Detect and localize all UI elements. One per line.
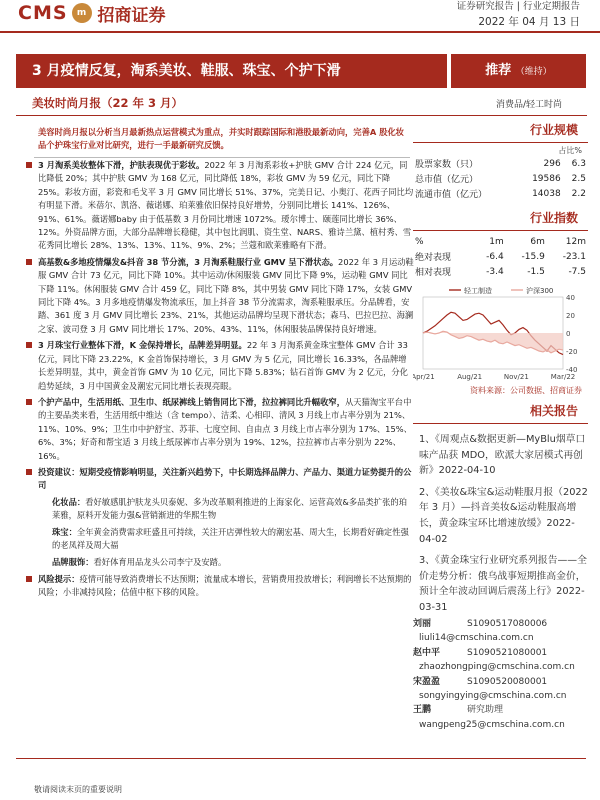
report-meta [457,0,580,29]
paragraph-lead: 风险提示： [38,573,80,584]
perf-value: -1.5 [527,266,545,277]
scale-row [413,186,588,201]
perf-value: -3.4 [486,266,504,277]
analyst-email[interactable]: liuli14@cmschina.com.cn [419,633,534,644]
paragraph-text: 22 年 3 月淘系黄金珠宝整体 GMV 合计 33 亿元，同比下降 23.22%，K 金首饰保持增长，3 月 GMV 为 5 亿元，同比增长 16.33%，各品牌增长差异明显，其中，黄金首饰 GMV 为 10 亿元，同比下降 5.83%；钻石首饰 GMV 为 2 亿元，分化趋势延续，3 月中国黄金及潮宏元同比增长表现亮眼。 [38,340,408,391]
sub-cosmetics [52,496,414,522]
x-tick-label: Aug/21 [457,373,483,381]
analyst-row [413,703,588,717]
related-report-item[interactable]: 2、《美妆&珠宝&运动鞋服月报（2022 年 3 月）—抖音美妆&运动鞋服高增长，黄金珠宝环比增速放缓》2022-04-02 [419,486,588,545]
analyst-row [413,617,588,631]
perf-value: -23.1 [562,251,586,262]
report-body [38,159,414,603]
perf-col-header: 6m [530,237,545,247]
report-date: 2022 年 04 月 13 日 [478,16,580,28]
related-title: 相关报告 [413,402,588,424]
paragraph-text: 2022 年 3 月运动鞋服 GMV 合计 73 亿元，同比下降 10%。其中运动/休闲服装 GMV 同比下降 9%，运动鞋 GMV 同比下降 11%。休闲服装 GMV 合计 459 亿，同比下降 8%，其中男装 GMV 同比下降 17%，女装 GMV 同比下降 4%。3 月多地疫情爆发物流承压，加上抖音 38 节分流需求，淘系鞋服承压。分品牌看，安踏、361 度 3 月 GMV 同比增长 23%、21%，其他运动品牌均呈现下滑状态；森马、巴拉巴拉、海澜之家、波司登 3 月 GMV 同比增长 17%、20%、43%、11%，休闲服装品牌保持良好增速。 [38,256,414,334]
analyst-id: 研究助理 [467,705,504,716]
perf-row [413,249,588,264]
chart-source: 资料来源：公司数据、招商证券 [470,386,582,395]
bullet-square-icon [26,259,32,265]
perf-table [413,235,588,279]
report-subtitle: 美妆时尚月报（22 年 3 月） [32,96,184,110]
scale-label: 股票家数（只） [415,160,479,170]
perf-col-header: % [415,237,424,247]
analyst-name: 宋盈盈 [413,676,441,687]
sub-text: 看好敏感肌护肤龙头贝泰妮、多为改革顺利推进的上海家化、运营高效&多品类扩张的珀莱雅，原料开发能力强&营销渐进的华熙生物 [52,496,407,520]
report-type: 证券研究报告 | 行业定期报告 [456,1,580,12]
paragraph-investment [38,466,414,493]
x-tick-label: Apr/21 [413,373,435,381]
y-tick-label: 0 [566,330,571,338]
perf-row [413,264,588,279]
x-tick-label: Nov/21 [503,373,529,381]
footer-divider [16,758,586,759]
analyst-id: S1090520080001 [467,676,548,687]
paragraph-lead: 3 月淘系美妆整体下滑，护肤表现优于彩妆。 [38,160,205,170]
scale-share: 6.3 [571,158,586,169]
analyst-email[interactable]: wangpeng25@cmschina.com.cn [419,719,565,730]
bullet-square-icon [26,342,32,348]
logo-cms-text: CMS [18,2,68,24]
paragraph-lead: 投资建议：短期受疫情影响明显，关注新兴趋势下，中长期选择品牌力、产品力、渠道力证势提升的公司 [38,466,412,491]
sub-text: 全年黄金消费需求旺盛且可持续，关注开店弹性较大的潮宏基、周大生，长期看好确定性强的老凤祥及周大福 [52,526,409,550]
bullet-square-icon [26,576,32,582]
related-report-item[interactable]: 1、《周观点&数据更新—MyBlu烟草口味产品获 MDO，欧派大家居模式再创新》2022-04-10 [419,434,586,477]
sub-lead: 化妆品： [52,496,86,507]
sub-jewelry [52,526,414,552]
paragraph-text: 从天猫淘宝平台中的主要品类来看，生活用纸中维达（含 tempo）、洁柔、心相印、清风 3 月线上市占率分别为 21%、11%、10%、9%；卫生巾中护舒宝、苏菲、七度空间、自由点 3 月线上市占率分别为 17%、15%、6%、3%；好奇和帮宝适 3 月线上纸尿裤市占率分别为 19%、12%，拉拉裤市占率分别为 22%、16%。 [38,396,412,461]
analyst-name: 刘丽 [413,619,432,629]
paragraph-lead: 高基数&多地疫情爆发&抖音 38 节分流，3 月淘系鞋服行业 GMV 呈下滑状态。 [38,256,339,267]
related-report-item[interactable]: 3、《黄金珠宝行业研究系列报告——全价走势分析：俄乌战事短期推高金价，预计全年波动回调后震荡上行》2022-03-31 [419,555,587,613]
legend-label: 沪深300 [526,287,554,295]
scale-title: 行业规模 [413,121,588,143]
industry-label: 消费品/轻工时尚 [496,100,563,110]
scale-label: 总市值（亿元） [415,175,479,185]
y-tick-label: -40 [566,366,578,374]
analyst-name: 赵中平 [413,647,441,658]
logo-badge-icon: m [72,3,92,23]
paragraph-jewelry [38,339,414,393]
y-tick-label: -20 [566,348,578,356]
footer-note: 敬请阅读末页的重要说明 [34,785,122,794]
sub-apparel [52,556,414,569]
report-title: 3 月疫情反复，淘系美妆、鞋服、珠宝、个护下滑 [16,54,447,88]
paragraph-text: 2022 年 3 月淘系彩妆+护肤 GMV 合计 224 亿元，同比降低 20%；其中护肤 GMV 为 168 亿元，同比降低 18%，彩妆 GMV 为 59 亿元，同比下降 25%。彩妆方面，彩瓷和毛戈平 3 月 GMV 同比增长 51%、37%，完美日记、小奥汀、花西子同比均有明显下滑。米蓓尔、凯洛、薇诺娜、珀莱雅依旧保持良好增势，分别同比增长 141%、126%、91%、61%。薇诺娜baby 由于低基数 3 月份同比增速 1072%。瑷尔博士、颐莲同比增长 36%、12%。外资品牌方面，大部分品牌增长稳健，其中包比润肌、资生堂、NARS、雅诗兰黛、植村秀、雪花秀同比增长 28%、13%、13%、11%、9%、2%；兰蔻和欧莱雅略有下滑。 [38,160,414,251]
sub-lead: 珠宝： [52,526,77,537]
y-tick-label: 40 [566,294,575,302]
scale-row [413,156,588,171]
legend-label: 轻工制造 [464,287,492,295]
scale-label: 流通市值（亿元） [415,190,488,200]
paragraph-lead: 个护产品中，生活用纸、卫生巾、纸尿裤线上销售同比下滑，拉拉裤同比升幅收窄， [38,396,345,407]
scale-value: 296 [543,158,561,169]
bullet-square-icon [26,469,32,475]
paragraph-lead: 3 月珠宝行业整体下滑，K 金保持增长，品牌差异明显。 [38,340,247,351]
scale-unit: 占比% [558,146,582,155]
summary-text: 美容时尚月报以分析当月最新热点运营模式为重点，并实时跟踪国际和港股最新动向，完善A 股化妆品个护珠宝行业对比研究，进行一手最新研究反馈。 [38,127,405,150]
bullet-square-icon [26,162,32,168]
perf-value: -7.5 [568,266,586,277]
index-chart [413,283,588,383]
header-divider [0,31,600,33]
perf-col-header: 12m [565,237,586,247]
summary-divider [34,157,410,158]
rating-label: 推荐 [485,63,512,78]
paragraph-risk [38,573,414,600]
related-reports [413,432,588,616]
analyst-email[interactable]: songyingying@cmschina.com.cn [419,691,567,702]
rating-note: （维持） [515,67,552,77]
subtitle-divider [16,115,587,116]
scale-row [413,171,588,186]
index-title: 行业指数 [413,209,588,231]
paragraph-apparel [38,256,414,336]
perf-value: -6.4 [486,251,504,262]
analyst-id: S1090517080006 [467,619,548,629]
y-tick-label: 20 [566,312,575,320]
analyst-row [413,646,588,660]
analyst-email[interactable]: zhaozhongping@cmschina.com.cn [419,662,575,673]
paragraph-personal-care [38,396,414,463]
scale-value: 14038 [532,188,561,199]
sub-text: 看好体育用品龙头公司李宁及安踏。 [93,556,227,567]
scale-table [413,156,588,201]
analyst-row [413,675,588,689]
brand-logo [18,0,166,26]
rating-badge [451,54,586,88]
x-tick-label: Mar/22 [550,373,576,381]
perf-label: 绝对表现 [415,253,452,263]
sidebar [413,121,588,622]
perf-value: -15.9 [521,251,545,262]
analyst-id: S1090521080001 [467,647,548,658]
paragraph-beauty [38,159,414,253]
scale-share: 2.2 [571,188,586,199]
logo-cn-text: 招商证券 [97,5,166,26]
series-area [423,331,563,353]
analyst-name: 王鹏 [413,705,432,716]
sub-lead: 品牌服饰： [52,556,94,567]
perf-col-header: 1m [489,237,504,247]
perf-label: 相对表现 [415,268,452,278]
analyst-list [413,617,588,732]
scale-value: 19586 [532,173,561,184]
scale-share: 2.5 [571,173,586,184]
paragraph-text: 疫情可能导致消费增长不达预期；流量成本增长，营销费用投放增长；利润增长不达预期的风险；小非减持风险；估值中枢下移的风险。 [38,573,412,598]
bullet-square-icon [26,399,32,405]
